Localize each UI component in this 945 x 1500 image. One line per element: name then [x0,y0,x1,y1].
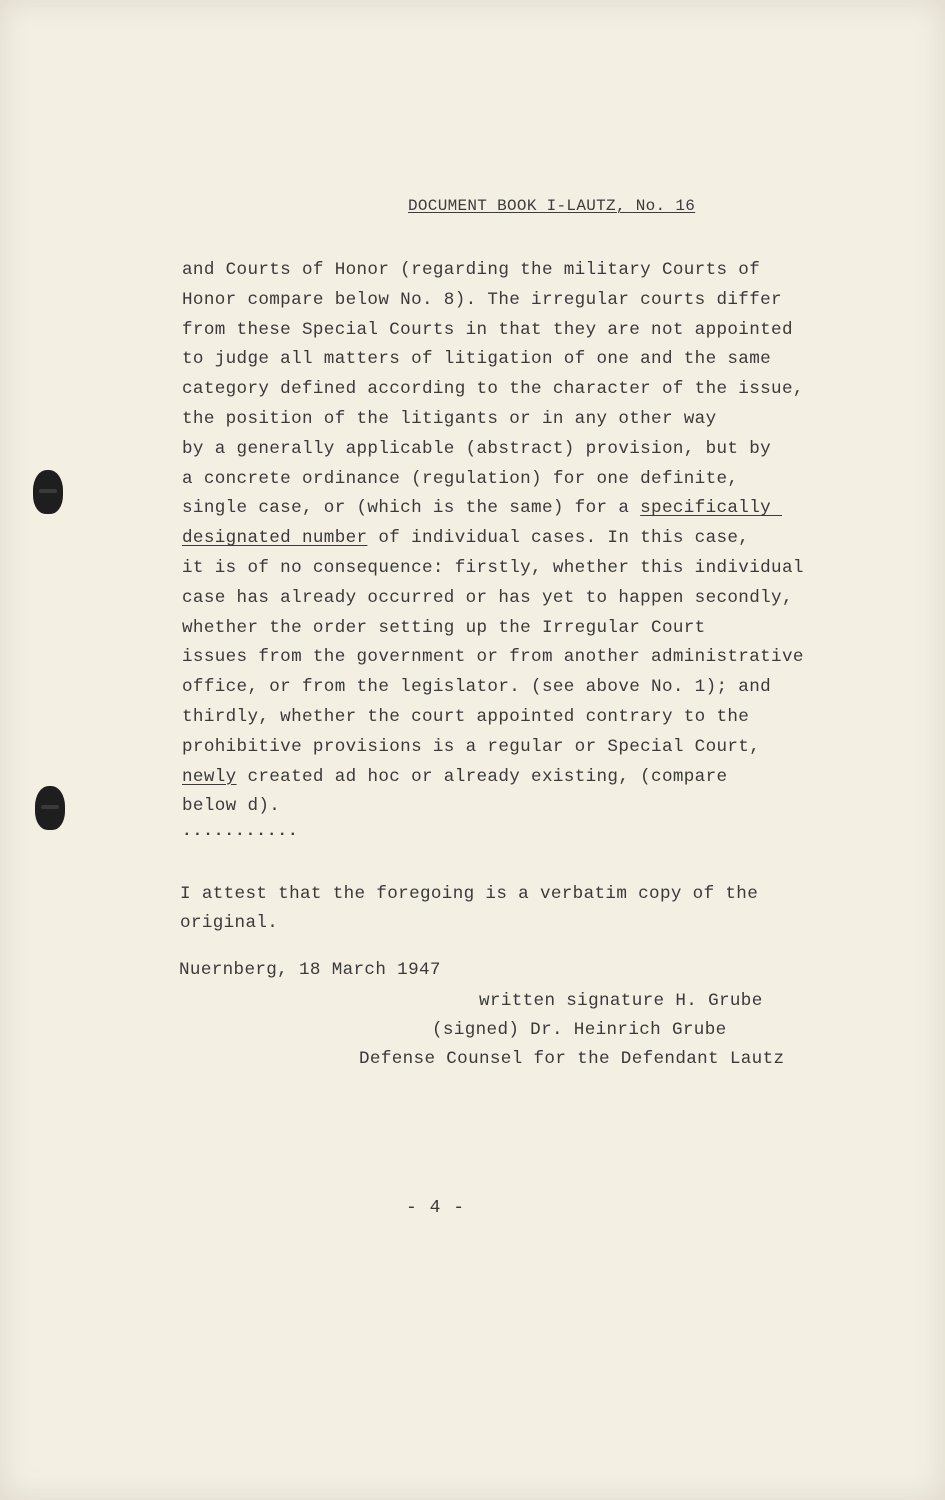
body-line-text: prohibitive provisions is a regular or Special Court, [182,736,761,757]
body-line-text: to judge all matters of litigation of one and the same [182,349,772,370]
body-line [182,524,882,554]
body-line-text: the position of the litigants or in any other way [182,408,717,429]
punch-hole-bottom [35,786,65,830]
body-line-text: office, or from the legislator. (see above No. 1); and [182,677,772,698]
body-line [182,494,882,524]
underlined-phrase: specifically [640,498,782,519]
body-line-text: single case, or (which is the same) for a [182,498,641,519]
body-line-text: a concrete ordinance (regulation) for one definite, [182,468,739,489]
body-line-text-continued: created ad hoc or already existing, (compare [236,766,728,787]
body-line-text: whether the order setting up the Irregular Court [182,617,706,638]
body-line [182,256,882,286]
signature-written-line: written signature H. Grube [479,991,763,1011]
body-line-text: issues from the government or from another administrative [182,647,804,668]
signature-signed-line: (signed) Dr. Heinrich Grube [432,1020,727,1040]
attestation-line: I attest that the foregoing is a verbatim copy of the [180,884,759,904]
body-line [182,316,882,346]
body-line [182,554,882,584]
body-line [182,286,882,316]
signature-title-line: Defense Counsel for the Defendant Lautz [359,1049,785,1069]
body-line [182,584,882,614]
place-and-date: Nuernberg, 18 March 1947 [179,960,441,980]
punch-hole-top [33,470,63,514]
body-line [182,465,882,495]
body-line-text: thirdly, whether the court appointed contrary to the [182,706,750,727]
body-line [182,405,882,435]
body-line-text: case has already occurred or has yet to happen secondly, [182,587,793,608]
body-line [182,792,882,822]
body-line [182,435,882,465]
body-line [182,733,882,763]
body-line [182,703,882,733]
body-line [182,614,882,644]
body-paragraph [182,256,882,822]
body-line-text: and Courts of Honor (regarding the military Courts of [182,260,761,280]
body-line [182,345,882,375]
body-line [182,763,882,793]
underlined-phrase: designated number [182,528,368,549]
body-line-text: below d). [182,796,281,817]
body-line [182,673,882,703]
underlined-phrase: newly [182,766,237,787]
body-line-text: Honor compare below No. 8). The irregular courts differ [182,289,782,310]
body-line-text: from these Special Courts in that they are not appointed [182,319,793,340]
document-header: DOCUMENT BOOK I-LAUTZ, No. 16 [408,197,696,215]
attestation-line: original. [180,913,279,933]
body-line-text: by a generally applicable (abstract) provision, but by [182,438,772,459]
body-line [182,643,882,673]
page-number: - 4 - [406,1198,466,1218]
body-line-text: category defined according to the character of the issue, [182,379,804,400]
body-line-text: it is of no consequence: firstly, whether this individual [182,557,804,578]
ellipsis-dots: ........... [182,822,299,840]
body-line [182,375,882,405]
body-line-text-continued: of individual cases. In this case, [367,528,750,549]
attestation-paragraph [180,880,758,938]
